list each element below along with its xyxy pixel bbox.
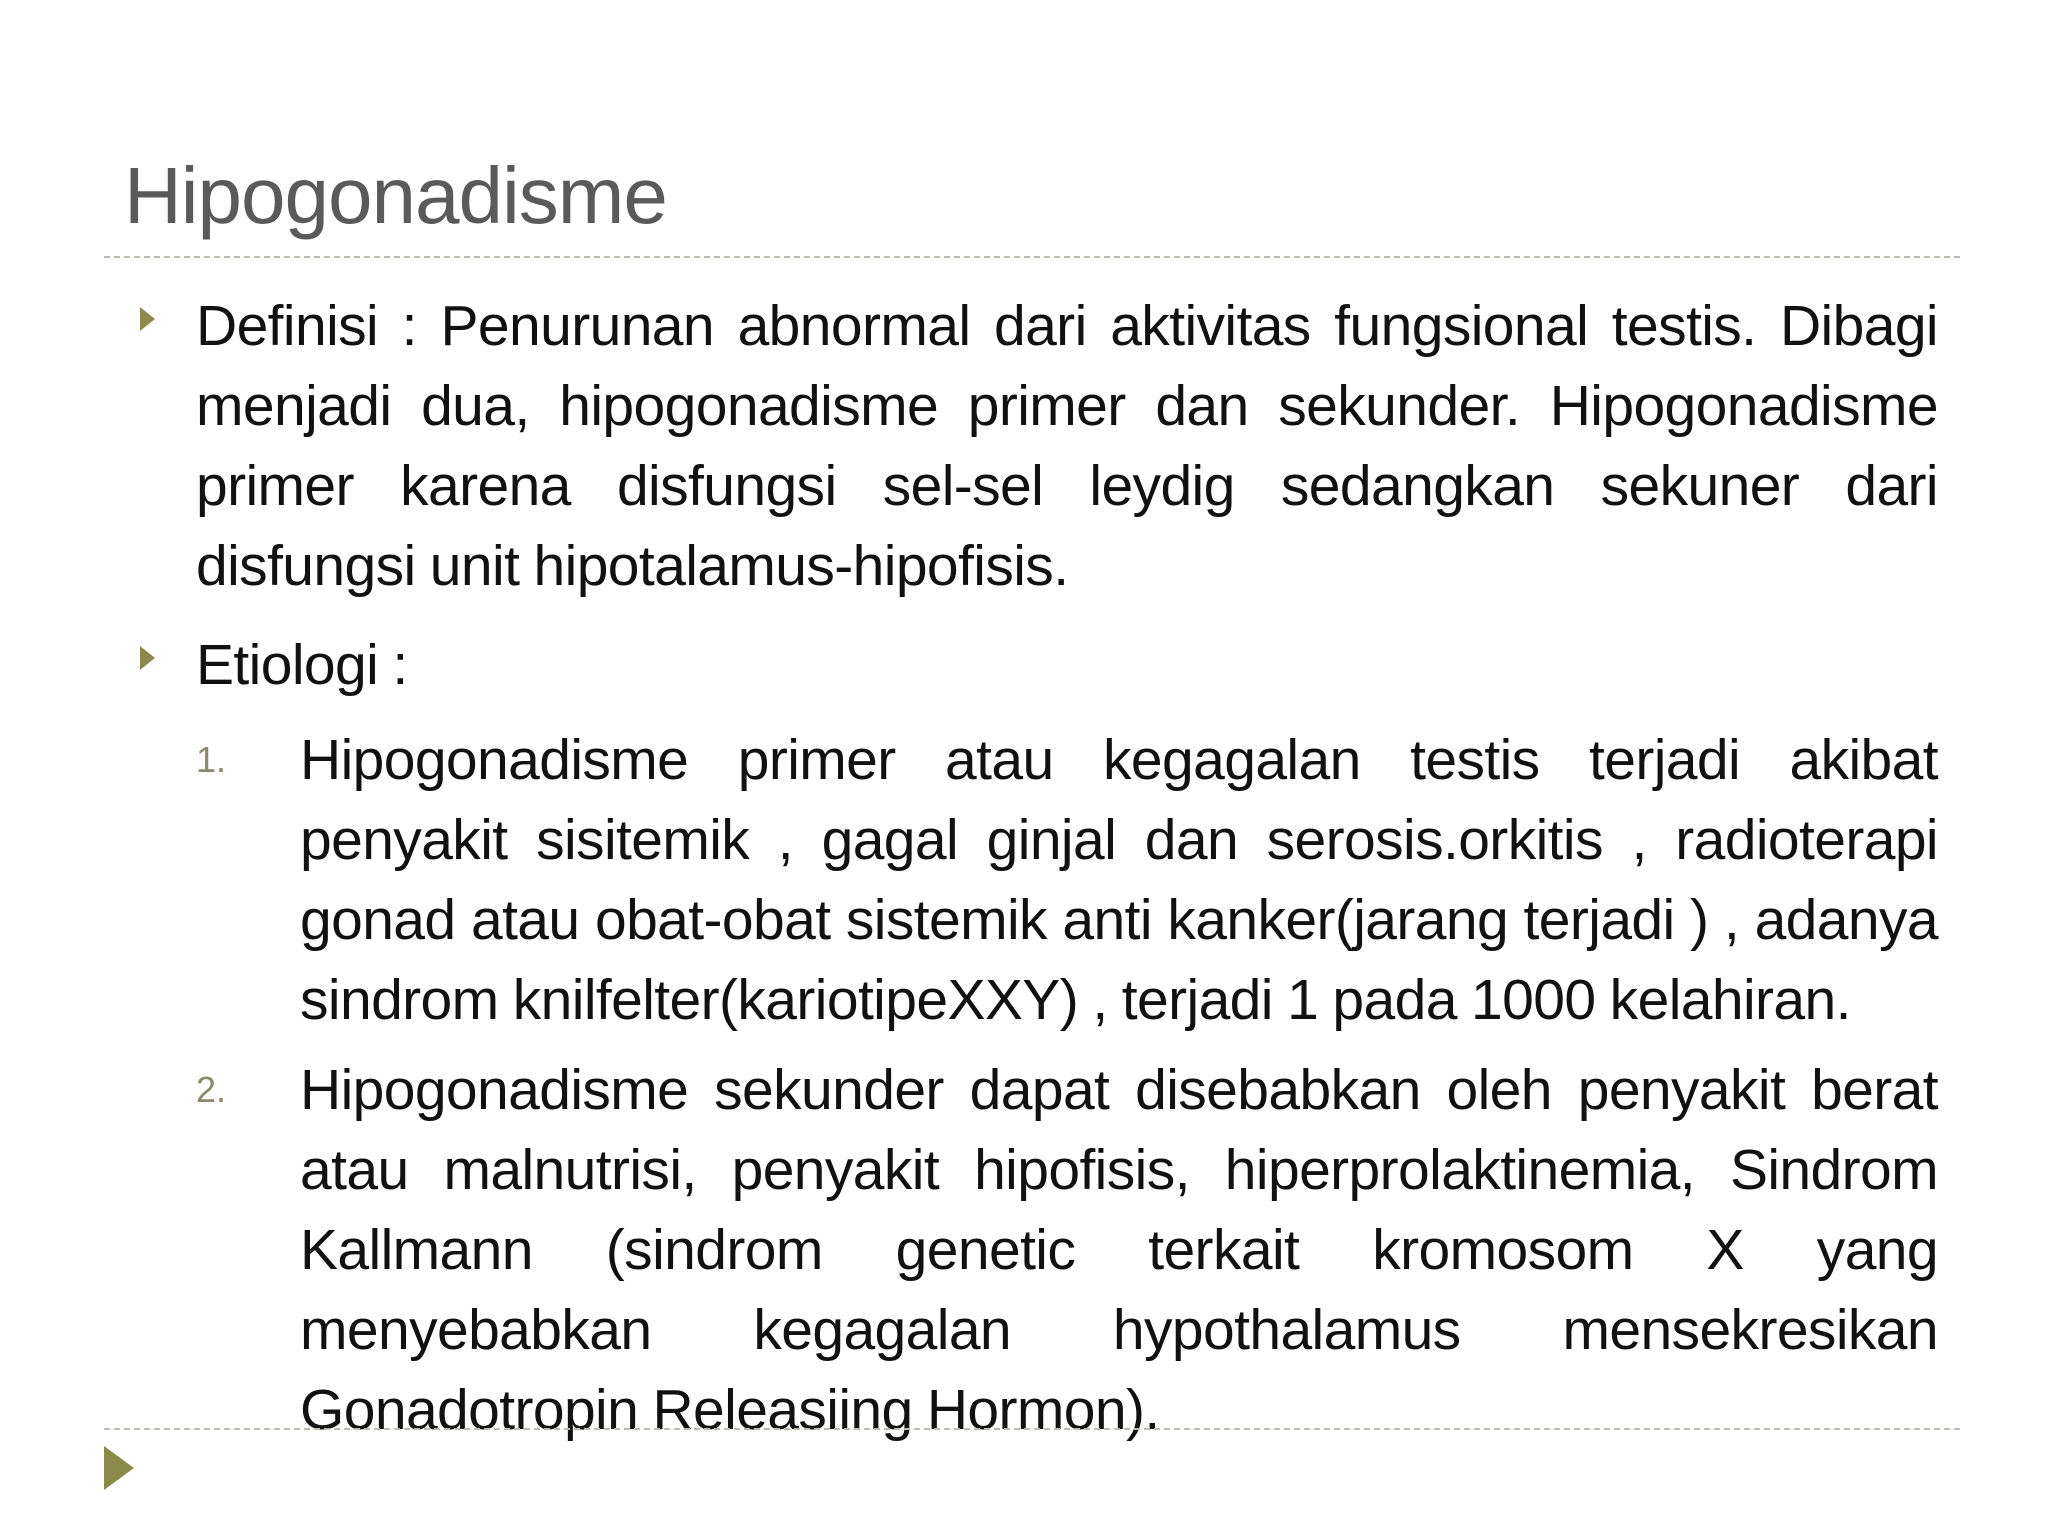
triangle-bullet-icon xyxy=(140,646,155,670)
etiologi-item-primer: Hipogonadisme primer atau kegagalan testis terjadi akibat penyakit sisitemik , gagal ginjal dan serosis.orkitis , radioterapi gonad atau obat-obat sistemik anti kanker(jarang terjadi ) , adanya sindrom knilfelter(kariotipeXXY) , terjadi 1 pada 1000 kelahiran. xyxy=(300,728,1938,1032)
etiologi-item-sekunder: Hipogonadisme sekunder dapat disebabkan oleh penyakit berat atau malnutrisi, penyakit hipofisis, hiperprolaktinemia, Sindrom Kallmann (sindrom genetic terkait kromosom X yang menyebabkan kegagalan hypothalamus mensekresikan Gonadotropin Releasiing Hormon). xyxy=(300,1058,1938,1442)
list-number: 2. xyxy=(196,1069,227,1110)
play-arrow-icon xyxy=(104,1446,134,1490)
footer-divider xyxy=(104,1428,1960,1430)
etiologi-heading: Etiologi : xyxy=(196,633,408,697)
definisi-text: Definisi : Penurunan abnormal dari aktivitas fungsional testis. Dibagi menjadi dua, hipogonadisme primer dan sekunder. Hipogonadisme primer karena disfungsi sel-sel leydig sedangkan sekuner dari disfungsi unit hipotalamus-hipofisis. xyxy=(196,294,1938,598)
slide-title: Hipogonadisme xyxy=(124,151,667,240)
title-divider xyxy=(104,256,1960,258)
triangle-bullet-icon xyxy=(140,307,155,331)
list-number: 1. xyxy=(196,739,227,780)
